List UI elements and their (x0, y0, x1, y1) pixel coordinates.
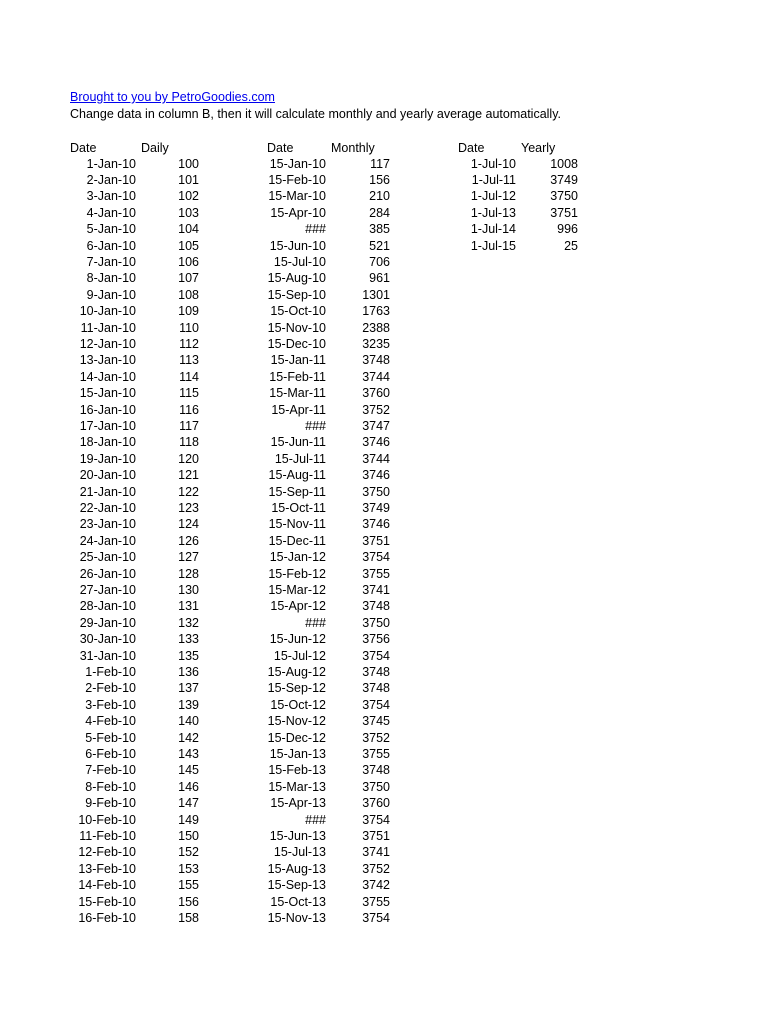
monthly-date-cell[interactable]: ### (305, 418, 326, 433)
daily-date-cell[interactable]: 1-Feb-10 (85, 664, 136, 679)
daily-value-cell[interactable]: 102 (178, 189, 199, 204)
daily-date-cell[interactable]: 11-Jan-10 (80, 320, 136, 335)
monthly-value-cell[interactable]: 1301 (362, 287, 390, 302)
daily-value-cell[interactable]: 150 (178, 828, 199, 843)
daily-date-cell[interactable]: 16-Feb-10 (78, 910, 136, 925)
monthly-value-cell[interactable]: 3751 (362, 828, 390, 843)
monthly-value-cell[interactable]: 3754 (362, 648, 390, 663)
monthly-date-cell[interactable]: 15-Sep-11 (268, 484, 326, 499)
monthly-value-cell[interactable]: 3750 (362, 615, 390, 630)
monthly-date-cell[interactable]: 15-Jan-12 (269, 550, 326, 565)
monthly-value-cell[interactable]: 3748 (362, 664, 390, 679)
daily-date-cell[interactable]: 20-Jan-10 (79, 468, 136, 483)
daily-value-cell[interactable]: 147 (178, 796, 199, 811)
daily-value-cell[interactable]: 145 (178, 763, 199, 778)
monthly-value-cell[interactable]: 3754 (362, 910, 390, 925)
daily-date-cell[interactable]: 17-Jan-10 (79, 418, 136, 433)
yearly-date-cell[interactable]: 1-Jul-12 (470, 189, 516, 204)
daily-date-cell[interactable]: 6-Jan-10 (86, 238, 136, 253)
monthly-date-cell[interactable]: 15-Mar-11 (269, 386, 326, 401)
monthly-value-cell[interactable]: 3752 (362, 861, 390, 876)
daily-date-cell[interactable]: 16-Jan-10 (79, 402, 136, 417)
monthly-value-cell[interactable]: 156 (369, 172, 390, 187)
daily-date-cell[interactable]: 8-Jan-10 (86, 271, 136, 286)
daily-value-cell[interactable]: 105 (178, 238, 199, 253)
daily-value-cell[interactable]: 142 (178, 730, 199, 745)
monthly-date-cell[interactable]: 15-Jan-10 (269, 156, 326, 171)
daily-value-cell[interactable]: 114 (179, 369, 199, 384)
monthly-value-cell[interactable]: 3755 (362, 894, 390, 909)
monthly-value-cell[interactable]: 3748 (362, 353, 390, 368)
yearly-value-cell[interactable]: 996 (557, 222, 578, 237)
monthly-value-cell[interactable]: 3747 (362, 418, 390, 433)
monthly-date-cell[interactable]: 15-Dec-10 (267, 336, 326, 351)
monthly-date-cell[interactable]: 15-Feb-12 (268, 566, 326, 581)
monthly-value-cell[interactable]: 117 (370, 156, 390, 171)
monthly-value-cell[interactable]: 3754 (362, 550, 390, 565)
daily-date-cell[interactable]: 10-Jan-10 (79, 304, 136, 319)
monthly-date-cell[interactable]: 15-Feb-11 (269, 369, 326, 384)
daily-date-cell[interactable]: 4-Feb-10 (85, 714, 136, 729)
daily-date-cell[interactable]: 25-Jan-10 (79, 550, 136, 565)
daily-value-cell[interactable]: 120 (178, 451, 199, 466)
daily-value-cell[interactable]: 156 (178, 894, 199, 909)
monthly-date-cell[interactable]: 15-Oct-11 (271, 500, 326, 515)
monthly-date-cell[interactable]: 15-Aug-10 (267, 271, 326, 286)
daily-value-cell[interactable]: 115 (179, 386, 199, 401)
monthly-date-cell[interactable]: 15-Jul-10 (273, 254, 326, 269)
monthly-date-cell[interactable]: 15-Jul-11 (274, 451, 326, 466)
daily-value-cell[interactable]: 127 (178, 550, 199, 565)
daily-date-cell[interactable]: 6-Feb-10 (85, 746, 136, 761)
daily-value-cell[interactable]: 133 (178, 632, 199, 647)
daily-value-cell[interactable]: 131 (178, 599, 199, 614)
monthly-value-cell[interactable]: 284 (369, 205, 390, 220)
monthly-date-cell[interactable]: 15-Dec-11 (268, 533, 326, 548)
monthly-value-cell[interactable]: 3760 (362, 796, 390, 811)
monthly-date-cell[interactable]: 15-Apr-10 (270, 205, 326, 220)
header-monthly: Monthly (331, 141, 375, 155)
daily-date-cell[interactable]: 14-Feb-10 (78, 878, 136, 893)
monthly-value-cell[interactable]: 961 (369, 271, 390, 286)
daily-date-cell[interactable]: 1-Jan-10 (86, 156, 136, 171)
monthly-date-cell[interactable]: 15-Nov-11 (268, 517, 326, 532)
daily-value-cell[interactable]: 121 (178, 468, 199, 483)
daily-value-cell[interactable]: 153 (178, 861, 199, 876)
daily-value-cell[interactable]: 109 (178, 304, 199, 319)
monthly-date-cell[interactable]: 15-Oct-10 (270, 304, 326, 319)
monthly-date-cell[interactable]: 15-Oct-12 (270, 697, 326, 712)
daily-value-cell[interactable]: 112 (179, 336, 199, 351)
monthly-date-cell[interactable]: 15-Nov-12 (267, 714, 326, 729)
monthly-value-cell[interactable]: 3748 (362, 763, 390, 778)
yearly-value-cell[interactable]: 25 (564, 238, 578, 253)
daily-date-cell[interactable]: 9-Jan-10 (86, 287, 136, 302)
monthly-value-cell[interactable]: 3749 (362, 500, 390, 515)
monthly-date-cell[interactable]: 15-Jun-11 (270, 435, 326, 450)
daily-date-cell[interactable]: 5-Jan-10 (86, 222, 136, 237)
monthly-value-cell[interactable]: 3752 (362, 402, 390, 417)
yearly-date-cell[interactable]: 1-Jul-11 (471, 172, 516, 187)
monthly-value-cell[interactable]: 3742 (362, 878, 390, 893)
yearly-value-cell[interactable]: 1008 (550, 156, 578, 171)
monthly-date-cell[interactable]: 15-Jan-11 (270, 353, 326, 368)
monthly-date-cell[interactable]: 15-Sep-10 (267, 287, 326, 302)
monthly-value-cell[interactable]: 3235 (362, 336, 390, 351)
monthly-value-cell[interactable]: 3750 (362, 484, 390, 499)
yearly-date-cell[interactable]: 1-Jul-10 (470, 156, 516, 171)
daily-value-cell[interactable]: 126 (178, 533, 199, 548)
monthly-value-cell[interactable]: 3741 (362, 845, 390, 860)
daily-value-cell[interactable]: 101 (178, 172, 199, 187)
monthly-date-cell[interactable]: 15-Feb-10 (268, 172, 326, 187)
header-yearly: Yearly (521, 141, 556, 155)
daily-value-cell[interactable]: 128 (178, 566, 199, 581)
daily-value-cell[interactable]: 117 (179, 418, 199, 433)
monthly-value-cell[interactable]: 2388 (362, 320, 390, 335)
daily-date-cell[interactable]: 29-Jan-10 (79, 615, 136, 630)
daily-value-cell[interactable]: 110 (179, 320, 199, 335)
monthly-value-cell[interactable]: 3750 (362, 779, 390, 794)
daily-date-cell[interactable]: 2-Jan-10 (86, 172, 136, 187)
monthly-value-cell[interactable]: 3755 (362, 746, 390, 761)
monthly-value-cell[interactable]: 3744 (362, 369, 390, 384)
daily-date-cell[interactable]: 5-Feb-10 (85, 730, 136, 745)
daily-date-cell[interactable]: 15-Feb-10 (78, 894, 136, 909)
daily-value-cell[interactable]: 118 (179, 435, 199, 450)
daily-date-cell[interactable]: 12-Jan-10 (79, 336, 136, 351)
daily-value-cell[interactable]: 136 (178, 664, 199, 679)
monthly-date-cell[interactable]: 15-Oct-13 (270, 894, 326, 909)
daily-value-cell[interactable]: 149 (178, 812, 199, 827)
monthly-date-cell[interactable]: 15-Feb-13 (268, 763, 326, 778)
daily-value-cell[interactable]: 103 (178, 205, 199, 220)
monthly-date-cell[interactable]: 15-Apr-13 (270, 796, 326, 811)
header-date-monthly: Date (267, 141, 294, 155)
daily-date-cell[interactable]: 28-Jan-10 (79, 599, 136, 614)
daily-date-cell[interactable]: 13-Feb-10 (78, 861, 136, 876)
daily-value-cell[interactable]: 146 (178, 779, 199, 794)
daily-date-cell[interactable]: 15-Jan-10 (79, 386, 136, 401)
monthly-value-cell[interactable]: 3741 (362, 582, 390, 597)
daily-value-cell[interactable]: 100 (178, 156, 199, 171)
yearly-date-cell[interactable]: 1-Jul-14 (470, 222, 516, 237)
monthly-date-cell[interactable]: 15-Jan-13 (269, 746, 326, 761)
monthly-value-cell[interactable]: 3760 (362, 386, 390, 401)
monthly-date-cell[interactable]: ### (305, 615, 326, 630)
monthly-date-cell[interactable]: 15-Aug-11 (268, 468, 326, 483)
monthly-value-cell[interactable]: 3745 (362, 714, 390, 729)
daily-date-cell[interactable]: 3-Feb-10 (85, 697, 136, 712)
daily-value-cell[interactable]: 108 (178, 287, 199, 302)
daily-value-cell[interactable]: 140 (178, 714, 199, 729)
monthly-date-cell[interactable]: 15-Jun-10 (269, 238, 326, 253)
daily-date-cell[interactable]: 18-Jan-10 (79, 435, 136, 450)
daily-value-cell[interactable]: 135 (178, 648, 199, 663)
monthly-value-cell[interactable]: 3746 (362, 517, 390, 532)
daily-value-cell[interactable]: 139 (178, 697, 199, 712)
daily-date-cell[interactable]: 11-Feb-10 (79, 828, 136, 843)
daily-value-cell[interactable]: 158 (178, 910, 199, 925)
monthly-date-cell[interactable]: 15-Aug-13 (267, 861, 326, 876)
daily-date-cell[interactable]: 14-Jan-10 (79, 369, 136, 384)
monthly-date-cell[interactable]: 15-Nov-10 (267, 320, 326, 335)
daily-date-cell[interactable]: 2-Feb-10 (85, 681, 136, 696)
monthly-date-cell[interactable]: 15-Apr-11 (271, 402, 326, 417)
daily-date-cell[interactable]: 31-Jan-10 (79, 648, 136, 663)
monthly-date-cell[interactable]: 15-Aug-12 (267, 664, 326, 679)
daily-value-cell[interactable]: 124 (178, 517, 199, 532)
daily-date-cell[interactable]: 22-Jan-10 (79, 500, 136, 515)
yearly-date-cell[interactable]: 1-Jul-15 (470, 238, 516, 253)
daily-date-cell[interactable]: 3-Jan-10 (86, 189, 136, 204)
daily-value-cell[interactable]: 116 (179, 402, 199, 417)
monthly-value-cell[interactable]: 3751 (362, 533, 390, 548)
monthly-date-cell[interactable]: ### (305, 812, 326, 827)
daily-value-cell[interactable]: 155 (178, 878, 199, 893)
monthly-date-cell[interactable]: 15-Sep-13 (267, 878, 326, 893)
monthly-value-cell[interactable]: 3755 (362, 566, 390, 581)
daily-date-cell[interactable]: 26-Jan-10 (79, 566, 136, 581)
monthly-date-cell[interactable]: 15-Mar-10 (268, 189, 326, 204)
monthly-value-cell[interactable]: 3754 (362, 812, 390, 827)
monthly-value-cell[interactable]: 1763 (362, 304, 390, 319)
monthly-value-cell[interactable]: 3752 (362, 730, 390, 745)
monthly-value-cell[interactable]: 3748 (362, 599, 390, 614)
daily-value-cell[interactable]: 107 (178, 271, 199, 286)
daily-date-cell[interactable]: 24-Jan-10 (79, 533, 136, 548)
monthly-date-cell[interactable]: 15-Apr-12 (270, 599, 326, 614)
yearly-value-cell[interactable]: 3750 (550, 189, 578, 204)
monthly-value-cell[interactable]: 3746 (362, 435, 390, 450)
monthly-date-cell[interactable]: ### (305, 222, 326, 237)
monthly-value-cell[interactable]: 3754 (362, 697, 390, 712)
daily-date-cell[interactable]: 4-Jan-10 (86, 205, 136, 220)
daily-date-cell[interactable]: 7-Jan-10 (86, 254, 136, 269)
daily-date-cell[interactable]: 9-Feb-10 (85, 796, 136, 811)
daily-value-cell[interactable]: 137 (178, 681, 199, 696)
monthly-value-cell[interactable]: 210 (369, 189, 390, 204)
yearly-date-cell[interactable]: 1-Jul-13 (470, 205, 516, 220)
daily-value-cell[interactable]: 104 (178, 222, 199, 237)
instruction-text: Change data in column B, then it will calculate monthly and yearly average automatically. (70, 107, 562, 121)
monthly-date-cell[interactable]: 15-Nov-13 (267, 910, 326, 925)
daily-date-cell[interactable]: 23-Jan-10 (79, 517, 136, 532)
daily-date-cell[interactable]: 12-Feb-10 (78, 845, 136, 860)
daily-date-cell[interactable]: 19-Jan-10 (79, 451, 136, 466)
daily-value-cell[interactable]: 132 (178, 615, 199, 630)
monthly-value-cell[interactable]: 385 (369, 222, 390, 237)
daily-date-cell[interactable]: 27-Jan-10 (79, 582, 136, 597)
monthly-date-cell[interactable]: 15-Sep-12 (267, 681, 326, 696)
monthly-value-cell[interactable]: 706 (369, 254, 390, 269)
daily-value-cell[interactable]: 113 (179, 353, 199, 368)
daily-value-cell[interactable]: 122 (178, 484, 199, 499)
daily-date-cell[interactable]: 30-Jan-10 (79, 632, 136, 647)
daily-date-cell[interactable]: 10-Feb-10 (78, 812, 136, 827)
daily-value-cell[interactable]: 106 (178, 254, 199, 269)
yearly-value-cell[interactable]: 3749 (550, 172, 578, 187)
monthly-date-cell[interactable]: 15-Jul-12 (273, 648, 326, 663)
monthly-date-cell[interactable]: 15-Dec-12 (267, 730, 326, 745)
monthly-date-cell[interactable]: 15-Jun-13 (269, 828, 326, 843)
monthly-date-cell[interactable]: 15-Mar-13 (268, 779, 326, 794)
monthly-value-cell[interactable]: 521 (369, 238, 390, 253)
header-date: Date (70, 141, 97, 155)
monthly-value-cell[interactable]: 3756 (362, 632, 390, 647)
daily-value-cell[interactable]: 143 (178, 746, 199, 761)
monthly-value-cell[interactable]: 3744 (362, 451, 390, 466)
monthly-date-cell[interactable]: 15-Mar-12 (268, 582, 326, 597)
monthly-date-cell[interactable]: 15-Jun-12 (269, 632, 326, 647)
daily-date-cell[interactable]: 7-Feb-10 (85, 763, 136, 778)
petrogoodies-link[interactable]: Brought to you by PetroGoodies.com (70, 90, 275, 104)
daily-value-cell[interactable]: 130 (178, 582, 199, 597)
header-date-yearly: Date (458, 141, 485, 155)
daily-date-cell[interactable]: 13-Jan-10 (79, 353, 136, 368)
daily-date-cell[interactable]: 21-Jan-10 (79, 484, 136, 499)
monthly-date-cell[interactable]: 15-Jul-13 (273, 845, 326, 860)
daily-value-cell[interactable]: 123 (178, 500, 199, 515)
daily-value-cell[interactable]: 152 (178, 845, 199, 860)
monthly-value-cell[interactable]: 3746 (362, 468, 390, 483)
yearly-value-cell[interactable]: 3751 (550, 205, 578, 220)
daily-date-cell[interactable]: 8-Feb-10 (85, 779, 136, 794)
monthly-value-cell[interactable]: 3748 (362, 681, 390, 696)
header-daily: Daily (141, 141, 169, 155)
